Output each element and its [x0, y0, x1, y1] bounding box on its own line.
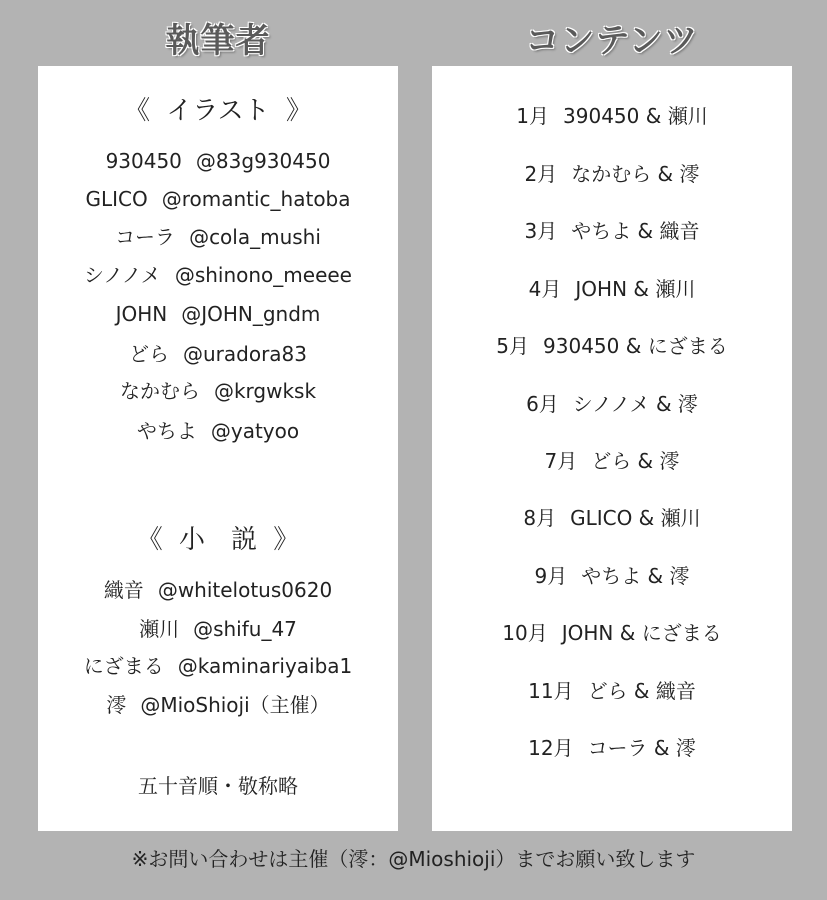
illust-writer-row	[38, 377, 398, 405]
contents-heading: コンテンツ	[525, 21, 699, 61]
novel-writer-row	[38, 615, 398, 643]
illust-writer-row	[38, 340, 398, 368]
writer-name: 織音	[103, 578, 144, 602]
writer-handle: @romantic_hatoba	[161, 187, 351, 211]
writer-handle: @kaminariyaiba1	[177, 654, 353, 678]
writer-name: にざまる	[83, 654, 164, 678]
content-month: 9月	[534, 564, 568, 588]
writer-name: やちよ	[136, 419, 197, 443]
novel-section-title: 《 小 説 》	[136, 525, 300, 555]
contact-note: ※お問い合わせは主催（澪：@Mioshioji）までお願い致します	[131, 847, 696, 871]
content-pair: やちよ & 澪	[581, 564, 690, 588]
content-pair: どら & 澪	[591, 449, 680, 473]
writer-name: 930450	[105, 149, 182, 173]
writer-handle: @cola_mushi	[189, 225, 321, 249]
writers-heading: 執筆者	[165, 21, 271, 61]
content-pair: やちよ & 織音	[571, 219, 700, 243]
content-row	[432, 102, 792, 130]
illust-writer-row	[38, 147, 398, 175]
writer-name: 澪	[106, 693, 127, 717]
writer-handle: @83g930450	[195, 149, 331, 173]
content-pair: JOHN & 瀬川	[575, 277, 696, 301]
writer-name: どら	[128, 342, 169, 366]
content-month: 7月	[544, 449, 578, 473]
writer-name: 瀬川	[139, 617, 180, 641]
novel-writer-row	[38, 652, 398, 680]
content-pair: 390450 & 瀬川	[563, 104, 708, 128]
content-pair: どら & 織音	[587, 679, 696, 703]
content-pair: 930450 & にざまる	[543, 334, 728, 358]
content-row	[432, 562, 792, 590]
content-pair: シノノメ & 澪	[572, 392, 698, 416]
writer-name: GLICO	[85, 187, 148, 211]
content-month: 4月	[528, 277, 562, 301]
writer-name: JOHN	[115, 302, 168, 326]
content-month: 10月	[502, 621, 548, 645]
writer-handle: @yatyoo	[210, 419, 300, 443]
writer-handle: @shinono_meeee	[174, 263, 352, 287]
novel-writer-row	[38, 691, 398, 719]
content-pair: GLICO & 瀬川	[570, 506, 701, 530]
content-row	[432, 447, 792, 475]
writer-name: コーラ	[115, 225, 176, 249]
content-pair: JOHN & にざまる	[561, 621, 722, 645]
writer-handle: @krgwksk	[213, 379, 317, 403]
writer-handle: @uradora83	[182, 342, 307, 366]
content-month: 6月	[526, 392, 559, 416]
content-row	[432, 504, 792, 532]
content-row	[432, 734, 792, 762]
illust-writer-row	[38, 261, 398, 289]
ordering-note: 五十音順・敬称略	[138, 774, 298, 798]
content-row	[432, 160, 792, 188]
illust-section-title: 《 イラスト 》	[124, 96, 312, 126]
illust-writer-row	[38, 223, 398, 251]
illust-writer-row	[38, 300, 398, 328]
content-row	[432, 677, 792, 705]
writer-name: なかむら	[119, 379, 200, 403]
writer-handle: @whitelotus0620	[157, 578, 333, 602]
content-month: 11月	[528, 679, 574, 703]
content-row	[432, 390, 792, 418]
novel-writer-row	[38, 576, 398, 604]
content-month: 1月	[516, 104, 550, 128]
content-pair: コーラ & 澪	[587, 736, 696, 760]
writer-name: シノノメ	[84, 263, 161, 287]
illust-writer-row	[38, 185, 398, 213]
writer-handle: @shifu_47	[193, 617, 297, 641]
writer-handle: @JOHN_gndm	[181, 302, 321, 326]
content-month: 5月	[496, 334, 530, 358]
content-pair: なかむら & 澪	[571, 162, 700, 186]
writers-panel	[38, 66, 398, 831]
content-row	[432, 332, 792, 360]
content-row	[432, 217, 792, 245]
content-month: 8月	[523, 506, 557, 530]
content-row	[432, 275, 792, 303]
content-row	[432, 619, 792, 647]
contents-panel	[432, 66, 792, 831]
content-month: 12月	[528, 736, 574, 760]
writer-handle: @MioShioji（主催）	[140, 693, 330, 717]
content-month: 3月	[524, 219, 558, 243]
content-month: 2月	[524, 162, 558, 186]
illust-writer-row	[38, 417, 398, 445]
